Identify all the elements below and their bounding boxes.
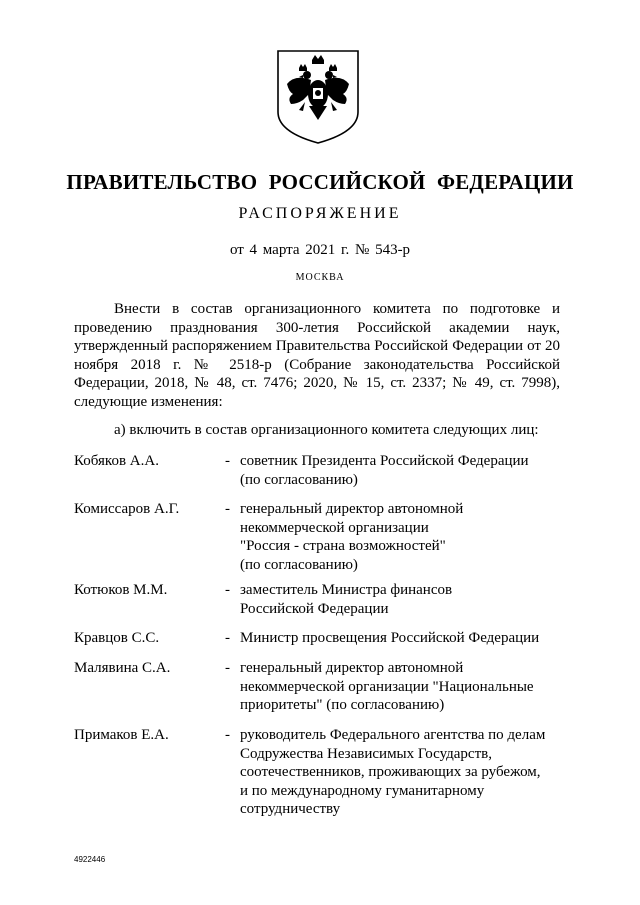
member-name: Примаков Е.А. <box>74 727 169 743</box>
document-date-number: от 4 марта 2021 г. № 543-р <box>229 242 411 258</box>
member-name: Кравцов С.С. <box>74 630 160 646</box>
member-position <box>240 726 570 819</box>
member-position-line: некоммерческой организации <box>240 519 429 536</box>
member-position-line: приоритеты" (по согласованию) <box>240 697 445 713</box>
member-position-line: Министр просвещения Российской Федерации <box>240 630 540 646</box>
member-position-line: и по международному гуманитарному <box>240 782 485 799</box>
document-city: МОСКВА <box>295 272 345 283</box>
main-paragraph-text: Внести в состав организационного комитета по подготовке и проведению празднования 300-летия Российской академии наук, утвержденный распоряжением Правительства Российской Федерации от 20 ноября 2018 г. № 2518-р (Собрание законодательства Российской Федерации, 2018, № 48, ст. 7476; 2020, № 15, ст. 2337; № 49, ст. 7998), следующие изменения: <box>74 301 560 410</box>
member-position-line: (по согласованию) <box>240 471 358 488</box>
member-dash: - <box>225 727 230 743</box>
member-position <box>240 581 570 618</box>
member-position-line: сотрудничеству <box>240 801 341 817</box>
member-name: Котюков М.М. <box>74 582 168 598</box>
member-dash: - <box>225 501 230 517</box>
member-position-line: руководитель Федерального агентства по делам <box>240 727 546 743</box>
subpoint-a: а) включить в состав организационного комитета следующих лиц: <box>114 422 539 438</box>
member-dash: - <box>225 630 230 646</box>
document-code: 4922446 <box>74 855 106 864</box>
document-type: РАСПОРЯЖЕНИЕ <box>238 205 402 222</box>
member-position-line: генеральный директор автономной <box>240 501 464 517</box>
member-position <box>240 452 570 489</box>
member-position <box>240 659 570 715</box>
member-name: Комиссаров А.Г. <box>74 501 180 517</box>
member-dash: - <box>225 453 230 469</box>
member-dash: - <box>225 582 230 598</box>
member-position-line: (по согласованию) <box>240 556 358 573</box>
member-name: Малявина С.А. <box>74 660 171 676</box>
member-position <box>240 500 570 574</box>
coat-of-arms-icon <box>275 48 361 146</box>
member-position-line: Содружества Независимых Государств, <box>240 745 492 762</box>
main-paragraph <box>74 300 560 411</box>
member-dash: - <box>225 660 230 676</box>
member-position-line: некоммерческой организации "Национальные <box>240 678 534 695</box>
member-position-line: советник Президента Российской Федерации <box>240 453 529 469</box>
member-position-line: соотечественников, проживающих за рубежом, <box>240 764 541 780</box>
member-position <box>240 629 570 648</box>
member-name: Кобяков А.А. <box>74 453 159 469</box>
member-position-line: заместитель Министра финансов <box>240 582 453 598</box>
government-title: ПРАВИТЕЛЬСТВО РОССИЙСКОЙ ФЕДЕРАЦИИ <box>66 170 574 194</box>
member-position-line: Российской Федерации <box>240 600 389 617</box>
member-position-line: генеральный директор автономной <box>240 660 464 676</box>
member-position-line: "Россия - страна возможностей" <box>240 538 446 554</box>
